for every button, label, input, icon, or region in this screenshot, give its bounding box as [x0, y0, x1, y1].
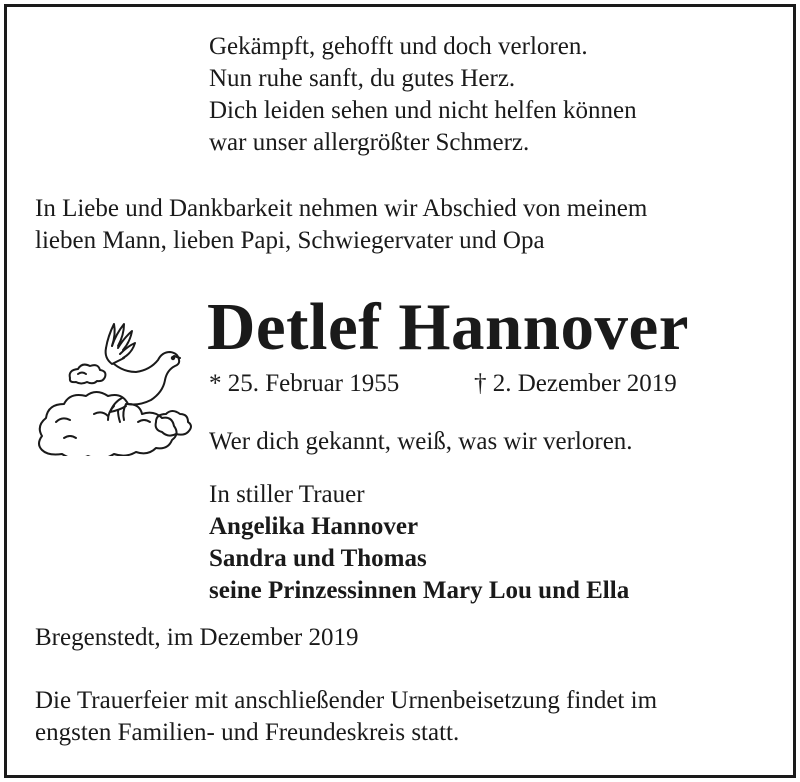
funeral-notice	[35, 685, 657, 749]
mourners-block	[209, 479, 629, 607]
funeral-line: Die Trauerfeier mit anschließender Urnenbeisetzung findet im	[35, 687, 658, 714]
death-date: † 2. Dezember 2019	[474, 370, 677, 397]
place-and-date: Bregenstedt, im Dezember 2019	[35, 624, 359, 651]
poem-line: Gekämpft, gehofft und doch verloren.	[209, 33, 588, 60]
dove-with-clouds-icon	[34, 318, 196, 456]
poem-line: Nun ruhe sanft, du gutes Herz.	[209, 65, 516, 92]
intro-text	[35, 193, 647, 257]
birth-date: * 25. Februar 1955	[209, 370, 400, 397]
intro-line: lieben Mann, lieben Papi, Schwiegervater und Opa	[35, 227, 545, 254]
poem	[209, 31, 637, 159]
memorial-quote: Wer dich gekannt, weiß, was wir verloren.	[209, 428, 633, 455]
mourners-heading: In stiller Trauer	[209, 481, 365, 508]
poem-line: war unser allergrößter Schmerz.	[209, 129, 530, 156]
poem-line: Dich leiden sehen und nicht helfen können	[209, 97, 637, 124]
mourner-name: seine Prinzessinnen Mary Lou und Ella	[209, 577, 630, 604]
funeral-line: engsten Familien- und Freundeskreis statt.	[35, 719, 460, 746]
deceased-name: Detlef Hannover	[207, 290, 689, 364]
mourner-name: Angelika Hannover	[209, 513, 419, 540]
mourner-name: Sandra und Thomas	[209, 545, 427, 572]
intro-line: In Liebe und Dankbarkeit nehmen wir Abschied von meinem	[35, 195, 648, 222]
